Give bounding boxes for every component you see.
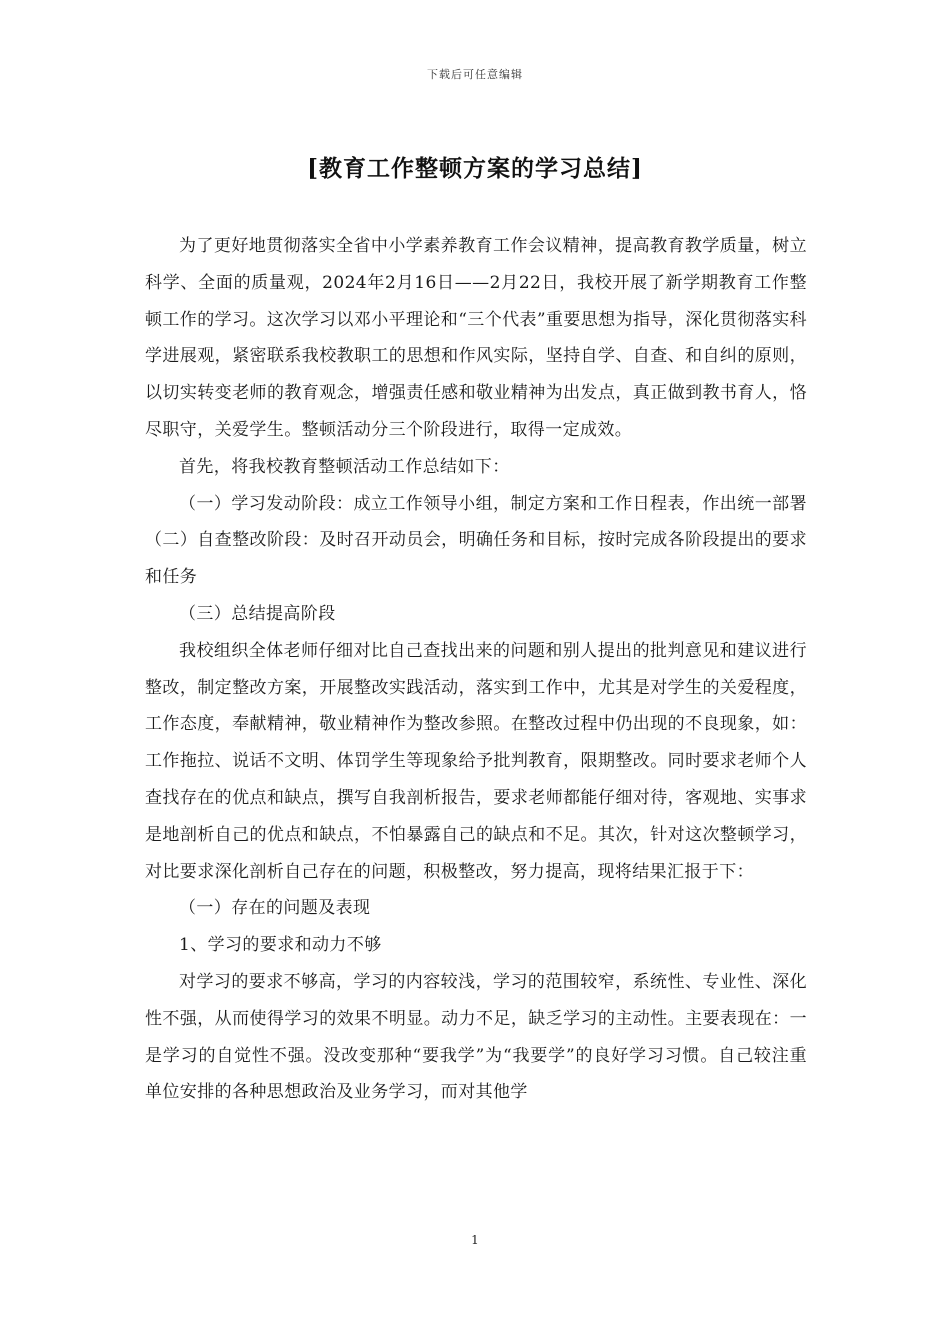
- paragraph: 为了更好地贯彻落实全省中小学素养教育工作会议精神，提高教育教学质量，树立科学、全面的质量观，2024年2月16日——2月22日，我校开展了新学期教育工作整顿工作的学习。这次学习以邓小平理论和“三个代表”重要思想为指导，深化贯彻落实科学进展观，紧密联系我校教职工的思想和作风实际，坚持自学、自查、和自纠的原则，以切实转变老师的教育观念，增强责任感和敬业精神为出发点，真正做到教书育人，恪尽职守，关爱学生。整顿活动分三个阶段进行，取得一定成效。: [145, 236, 807, 440]
- paragraph: （三）总结提高阶段: [179, 603, 336, 624]
- paragraph: （一）学习发动阶段：成立工作领导小组，制定方案和工作日程表，作出统一部署（二）自查整改阶段：及时召开动员会，明确任务和目标，按时完成各阶段提出的要求和任务: [145, 493, 807, 588]
- document-body: [145, 228, 807, 1111]
- paragraph: （一）存在的问题及表现: [179, 898, 371, 919]
- paragraph: 首先，将我校教育整顿活动工作总结如下：: [179, 456, 510, 477]
- paragraph: 对学习的要求不够高，学习的内容较浅，学习的范围较窄，系统性、专业性、深化性不强，从而使得学习的效果不明显。动力不足，缺乏学习的主动性。主要表现在：一是学习的自觉性不强。没改变那种“要我学”为“我要学”的良好学习习惯。自己较注重单位安排的各种思想政治及业务学习，而对其他学: [145, 971, 807, 1103]
- header-note: 下载后可任意编辑: [427, 68, 523, 81]
- paragraph: 我校组织全体老师仔细对比自己查找出来的问题和别人提出的批判意见和建议进行整改，制定整改方案，开展整改实践活动，落实到工作中，尤其是对学生的关爱程度，工作态度，奉献精神，敬业精神作为整改参照。在整改过程中仍出现的不良现象，如：工作拖拉、说话不文明、体罚学生等现象给予批判教育，限期整改。同时要求老师个人查找存在的优点和缺点，撰写自我剖析报告，要求老师都能仔细对待，客观地、实事求是地剖析自己的优点和缺点，不怕暴露自己的缺点和不足。其次，针对这次整顿学习，对比要求深化剖析自己存在的问题，积极整改，努力提高，现将结果汇报于下：: [145, 640, 807, 882]
- paragraph: 1、学习的要求和动力不够: [179, 935, 382, 956]
- document-title: [教育工作整顿方案的学习总结]: [307, 155, 643, 182]
- page-number: 1: [471, 1233, 479, 1247]
